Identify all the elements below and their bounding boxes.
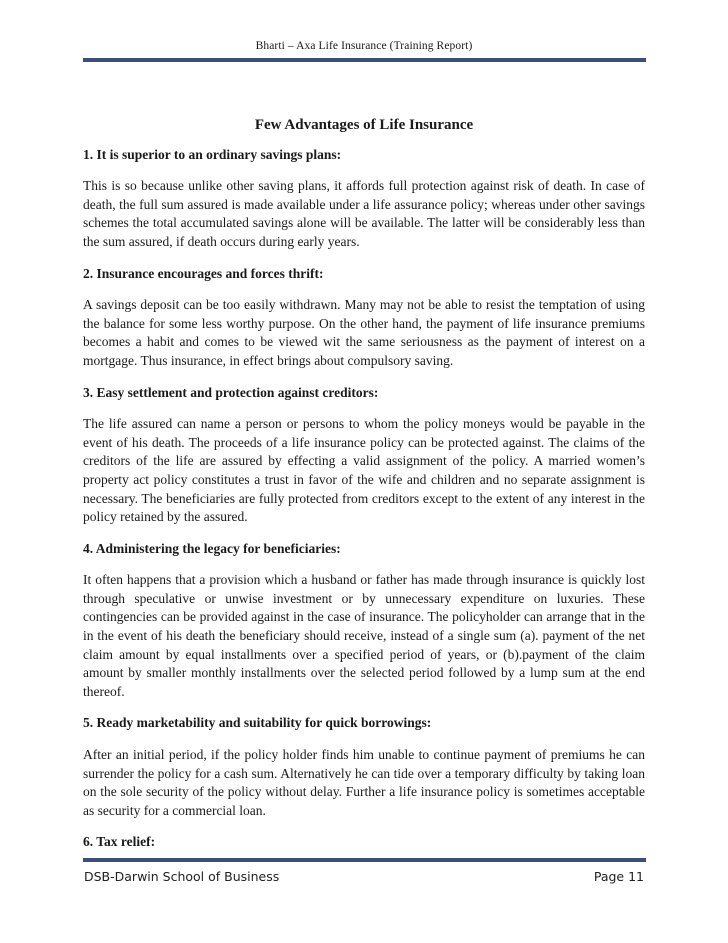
document-body [83,116,645,865]
section-paragraph: This is so because unlike other saving plans, it affords full protection against risk of death. In case of death, the full sum assured is made available under a life assurance policy; whereas under other savings schemes the total accumulated savings alone will be available. The latter will be considerably less than the sum assured, if death occurs during early years. [83,178,645,249]
section-4 [83,540,645,702]
section-3 [83,384,645,527]
section-heading: 1. It is superior to an ordinary savings plans: [83,146,342,162]
footer-divider [83,858,646,862]
footer-school-name: DSB-Darwin School of Business [84,869,280,884]
section-heading: 5. Ready marketability and suitability for quick borrowings: [83,715,432,731]
section-paragraph: After an initial period, if the policy holder finds him unable to continue payment of premiums he can surrender the policy for a cash sum. Alternatively he can tide over a temporary difficulty by taking loan on the sole security of the policy without delay. Further a life insurance policy is sometimes acceptable as security for a commercial loan. [83,747,645,818]
section-heading: 6. Tax relief: [83,834,156,850]
document-title: Few Advantages of Life Insurance [254,117,474,133]
section-paragraph: The life assured can name a person or persons to whom the policy moneys would be payable in the event of his death. The proceeds of a life insurance policy can be protected against. The claims of the creditors of the life are assured by effecting a valid assignment of the policy. A married women’s property act policy constitutes a trust in favor of the wife and children and no separate assignment is necessary. The beneficiaries are fully protected from creditors except to the extent of any interest in the policy retained by the assured. [83,416,645,525]
section-paragraph: It often happens that a provision which a husband or father has made through insurance is quickly lost through speculative or unwise investment or by unnecessary expenditure on luxuries. These contingencies can be provided against in the case of insurance. The policyholder can arrange that in the in the event of his death the beneficiary should receive, instead of a single sum (a). payment of the net claim amount by equal installments over a specified period of years, or (b).payment of the claim amount by smaller monthly installments over the selected period followed by a lump sum at the end thereof. [83,572,645,699]
section-heading: 3. Easy settlement and protection against creditors: [83,384,379,400]
footer-page-number: Page 11 [593,869,644,884]
section-5 [83,714,645,820]
page-header-title: Bharti – Axa Life Insurance (Training Report) [255,40,473,52]
section-1 [83,146,645,252]
header-divider [83,58,646,62]
section-heading: 2. Insurance encourages and forces thrift: [83,265,324,281]
section-6 [83,833,645,852]
section-paragraph: A savings deposit can be too easily withdrawn. Many may not be able to resist the temptation of using the balance for some less worthy purpose. On the other hand, the payment of life insurance premiums becomes a habit and comes to be viewed wit the same seriousness as the payment of interest on a mortgage. Thus insurance, in effect brings about compulsory saving. [83,297,645,368]
section-2 [83,265,645,371]
section-heading: 4. Administering the legacy for beneficiaries: [83,540,341,556]
